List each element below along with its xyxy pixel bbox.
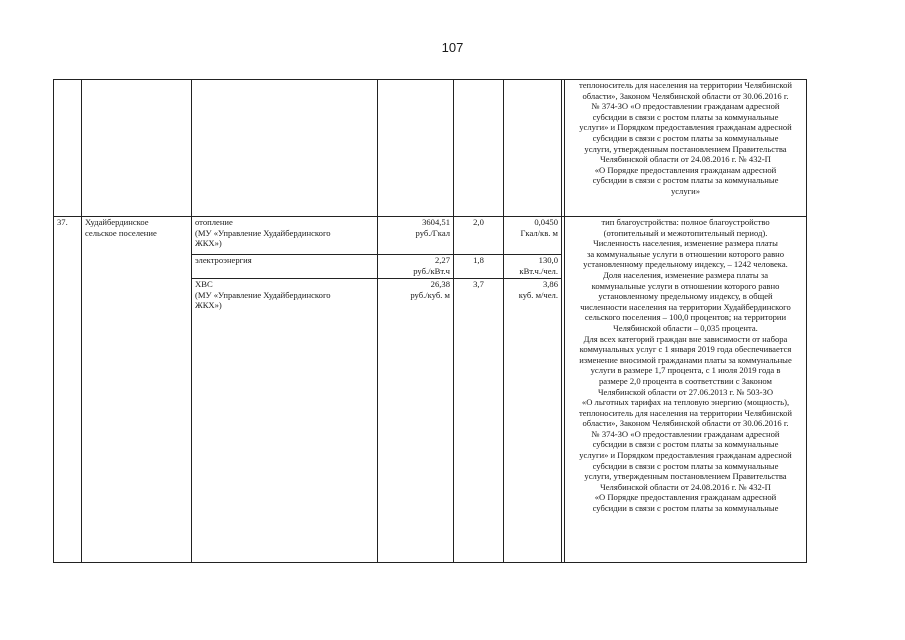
text-line: коммунальных услуг с 1 января 2019 года обеспечивается	[579, 344, 792, 355]
text-line: Доля населения, изменение размера платы за	[602, 269, 769, 280]
text-line: (отопительный и межотопительный период).	[603, 227, 768, 238]
text-line: субсидии в связи с ростом платы за коммунальные	[592, 503, 779, 514]
service-line: ЖКХ»)	[195, 238, 222, 249]
text-line: теплоноситель для населения на территории Челябинской	[578, 80, 793, 90]
service-line: отопление	[195, 217, 233, 227]
tariff-table	[53, 79, 807, 563]
page-number: 107	[441, 40, 464, 55]
service-cell	[192, 279, 378, 563]
text-line: теплоноситель для населения на территории Челябинской	[578, 407, 793, 418]
volume-unit: куб. м/чел.	[518, 289, 558, 300]
text-line: услуги» и Порядком предоставления гражданам адресной	[579, 122, 792, 133]
text-line: субсидии в связи с ростом платы за коммунальные	[592, 132, 779, 143]
justification-cell	[565, 217, 807, 563]
text-line: субсидии в связи с ростом платы за коммунальные	[592, 439, 779, 450]
text-line: услуги»	[670, 185, 701, 196]
percent-cell	[454, 80, 504, 217]
text-line: тип благоустройства: полное благоустройство	[601, 217, 770, 227]
text-line: услуги, утвержденным постановлением Правительства	[584, 471, 787, 482]
text-line: «О Порядке предоставления гражданам адресной	[594, 492, 777, 503]
text-line: услуги» и Порядком предоставления гражданам адресной	[579, 450, 792, 461]
service-line: ХВС	[195, 279, 213, 289]
volume-value: 130,0	[538, 255, 558, 265]
text-line: субсидии в связи с ростом платы за коммунальные	[592, 111, 779, 122]
tariff-cell	[378, 80, 454, 217]
text-line: области», Законом Челябинской области от 30.06.2016 г.	[582, 90, 789, 101]
service-line: (МУ «Управление Худайбердинского	[195, 227, 331, 238]
service-cell	[192, 217, 378, 255]
service-line: электроэнергия	[195, 255, 252, 265]
number-cell: 37.	[54, 217, 82, 563]
number-cell	[54, 80, 82, 217]
justification-cell	[565, 80, 807, 217]
text-line: Челябинской области от 24.08.2016 г. № 432-П	[600, 154, 771, 165]
volume-value: 3,86	[542, 279, 558, 289]
service-cell	[192, 255, 378, 279]
municipality-cell	[82, 217, 192, 563]
tariff-value: 2,27	[434, 255, 450, 265]
tariff-unit: руб./куб. м	[410, 289, 450, 300]
text-line: Численность населения, изменение размера платы	[593, 238, 778, 249]
text-line: № 374-ЗО «О предоставлении гражданам адресной	[591, 428, 780, 439]
service-line: ЖКХ»)	[195, 300, 222, 311]
volume-cell	[504, 255, 562, 279]
text-line: Челябинской области – 0,035 процента.	[613, 322, 758, 333]
municipality-cell	[82, 80, 192, 217]
text-line: численности населения на территории Худайбердинского	[580, 301, 791, 312]
volume-unit: кВт.ч./чел.	[519, 265, 558, 276]
tariff-cell	[378, 255, 454, 279]
text-line: сельского поселения – 100,0 процентов; на территории	[584, 312, 787, 323]
volume-unit: Гкал/кв. м	[520, 227, 558, 238]
municipality-name-line: сельское поселение	[85, 227, 157, 238]
service-line: (МУ «Управление Худайбердинского	[195, 289, 331, 300]
text-line: размере 2,0 процента в соответствии с Законом	[598, 375, 773, 386]
text-line: «О льготных тарифах на тепловую энергию (мощность),	[581, 397, 790, 408]
tariff-cell	[378, 217, 454, 255]
tariff-cell	[378, 279, 454, 563]
percent-cell: 1,8	[454, 255, 504, 279]
tariff-unit: руб./кВт.ч	[413, 265, 450, 276]
municipality-name-line: Худайбердинское	[85, 217, 149, 227]
text-line: изменение вносимой гражданами платы за коммунальные	[579, 354, 792, 365]
text-line: услуги, утвержденным постановлением Правительства	[584, 143, 787, 154]
volume-value: 0,0450	[534, 217, 558, 227]
text-line: за коммунальные услуги в отношении которого равно	[586, 248, 785, 259]
service-row-heating	[54, 217, 807, 255]
text-line: услуги в размере 1,7 процента, с 1 июля 2019 года в	[590, 365, 781, 376]
text-line: № 374-ЗО «О предоставлении гражданам адресной	[591, 101, 780, 112]
volume-cell	[504, 217, 562, 255]
tariff-unit: руб./Гкал	[415, 227, 450, 238]
volume-cell	[504, 279, 562, 563]
text-line: установленному предельному индексу, в общей	[598, 291, 773, 302]
text-line: коммунальные услуги в отношении которого равно	[591, 280, 780, 291]
text-line: «О Порядке предоставления гражданам адресной	[594, 164, 777, 175]
percent-cell: 2,0	[454, 217, 504, 255]
text-line: Челябинской области от 24.08.2016 г. № 432-П	[600, 481, 771, 492]
service-cell	[192, 80, 378, 217]
percent-cell: 3,7	[454, 279, 504, 563]
text-line: установленному предельному индексу, – 1242 человека.	[583, 259, 788, 270]
continuation-row	[54, 80, 807, 217]
text-line: субсидии в связи с ростом платы за коммунальные	[592, 460, 779, 471]
volume-cell	[504, 80, 562, 217]
text-line: области», Законом Челябинской области от 30.06.2016 г.	[582, 418, 789, 429]
text-line: субсидии в связи с ростом платы за коммунальные	[592, 175, 779, 186]
tariff-value: 26,38	[430, 279, 450, 289]
text-line: Челябинской области от 27.06.2013 г. № 503-ЗО	[597, 386, 774, 397]
text-line: Для всех категорий граждан вне зависимости от набора	[583, 333, 788, 344]
tariff-value: 3604,51	[422, 217, 450, 227]
